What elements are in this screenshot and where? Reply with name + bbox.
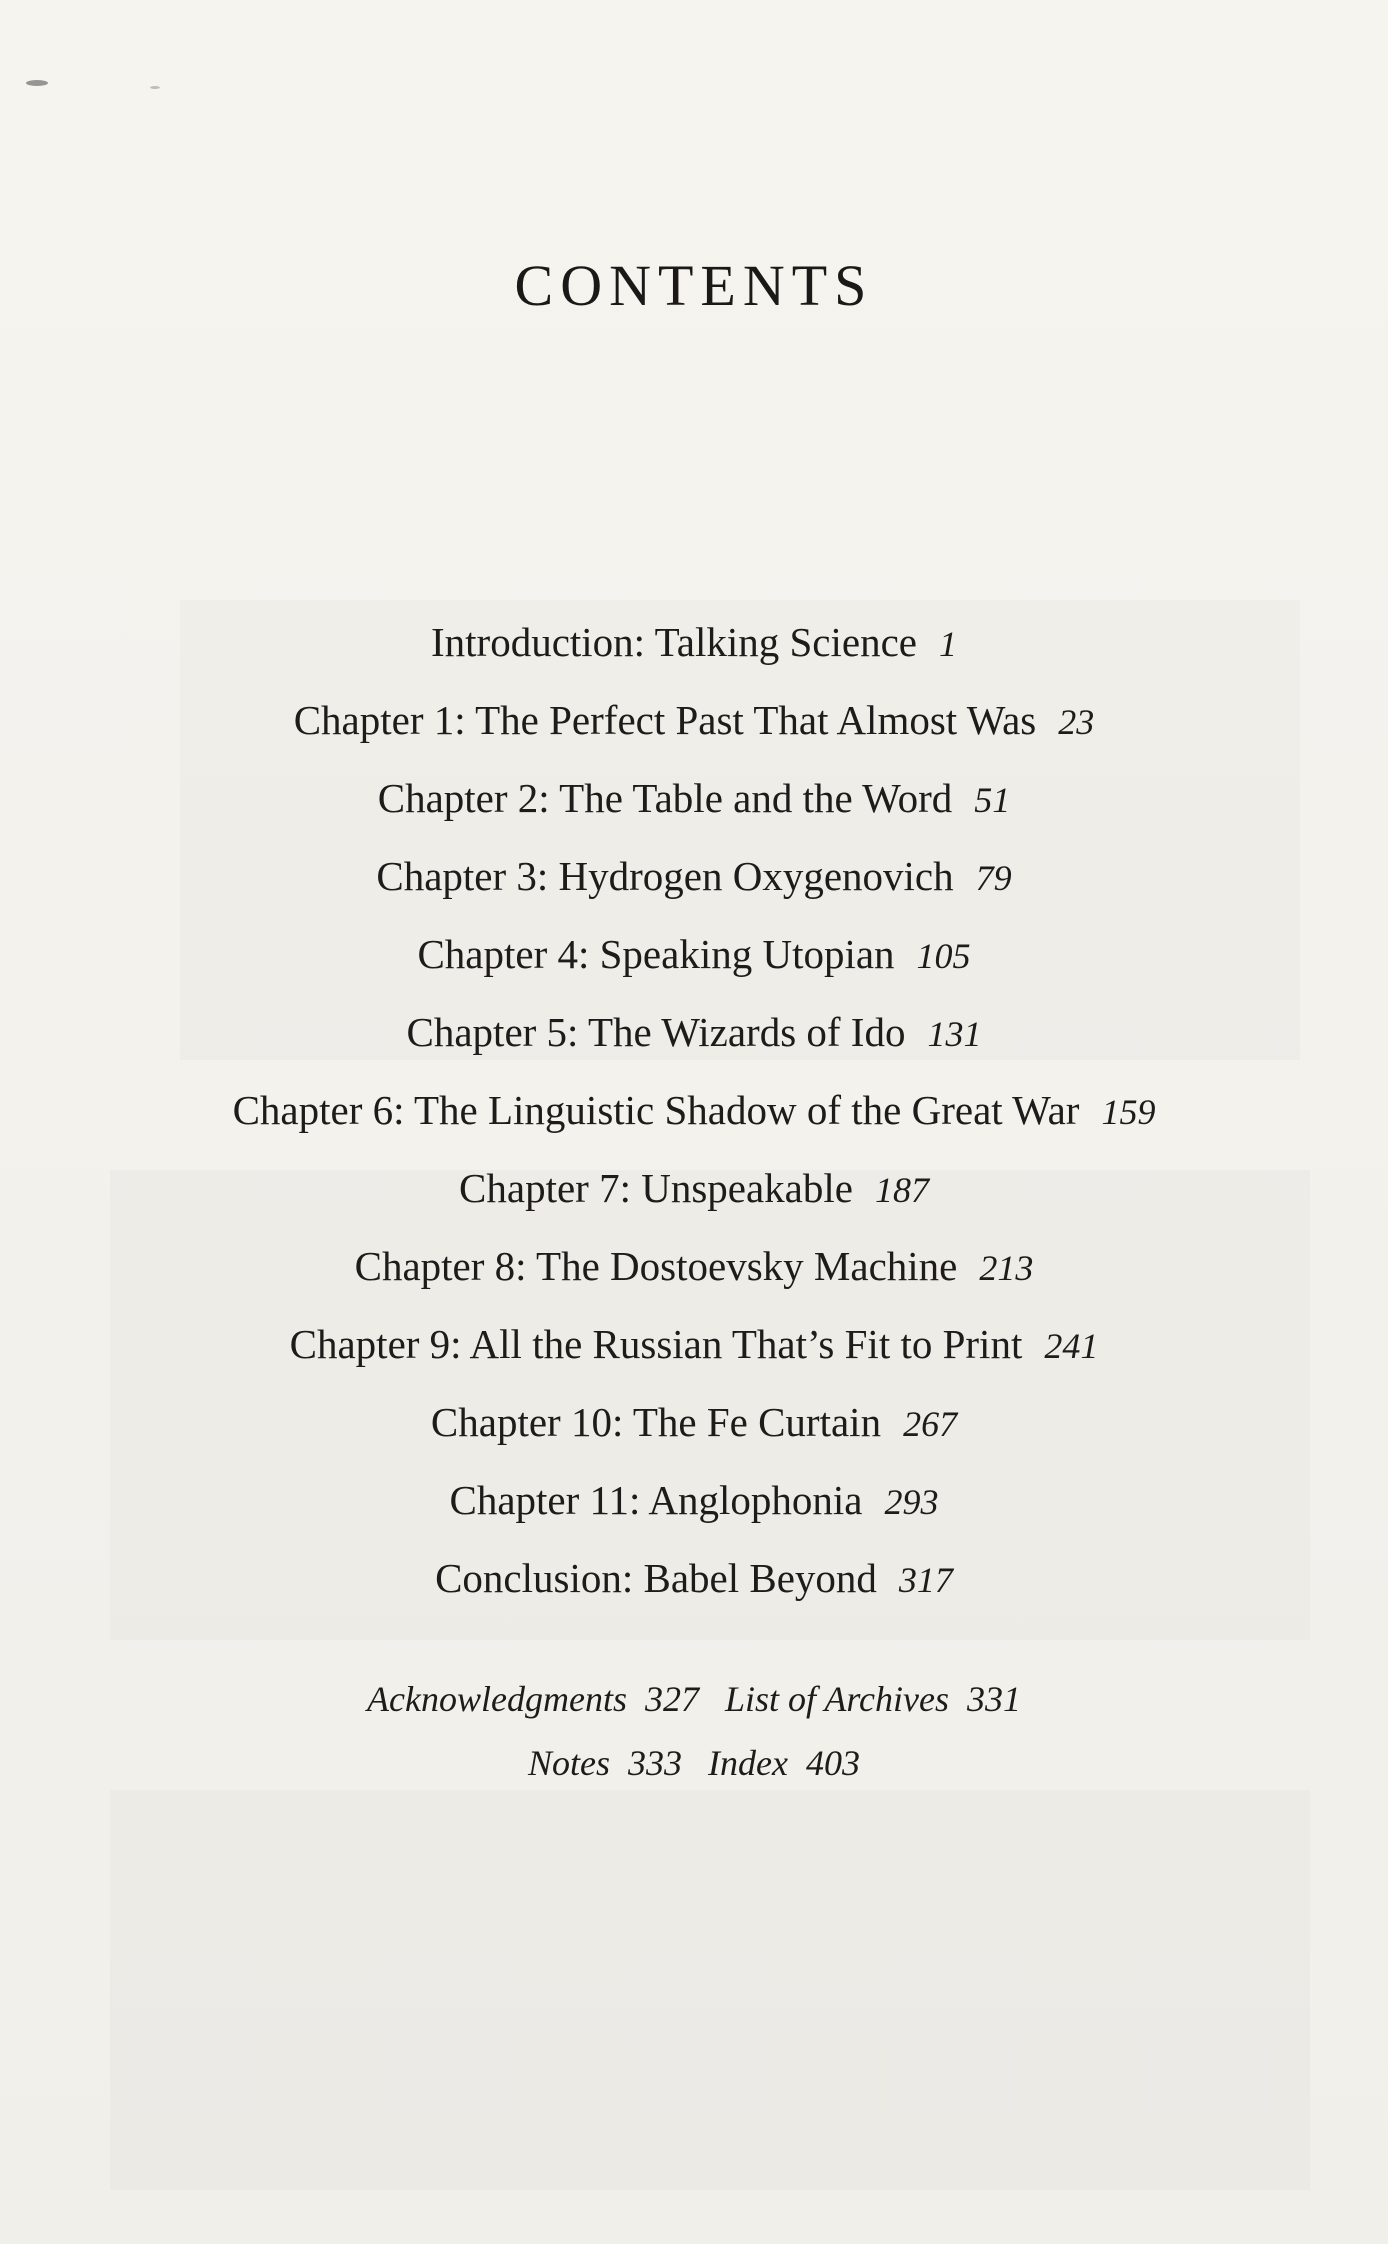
page-title: CONTENTS <box>514 253 874 318</box>
toc-entry <box>0 1314 1388 1392</box>
toc-entry-label: Chapter 11: Anglophonia <box>449 1477 863 1523</box>
toc-entry-page: 159 <box>1101 1092 1156 1132</box>
toc-entry-label: Chapter 7: Unspeakable <box>459 1165 853 1211</box>
toc-entry <box>0 1548 1388 1626</box>
toc-entry <box>0 1080 1388 1158</box>
toc-entry <box>0 612 1388 690</box>
back-matter-entry <box>725 1678 1021 1720</box>
toc-entry-page: 79 <box>975 858 1012 898</box>
toc-entry-page: 241 <box>1044 1326 1099 1366</box>
back-matter-entry <box>367 1678 699 1720</box>
toc-entry-page: 105 <box>916 936 971 976</box>
toc-entry-page: 187 <box>874 1170 929 1210</box>
back-matter-label: Index <box>708 1743 788 1783</box>
toc-entry-label: Chapter 6: The Linguistic Shadow of the Great War <box>232 1087 1080 1133</box>
toc-entry <box>0 690 1388 768</box>
toc-entry-label: Chapter 10: The Fe Curtain <box>430 1399 882 1445</box>
print-speck <box>150 86 160 89</box>
toc-entry-page: 1 <box>938 624 957 664</box>
ghost-text-block <box>110 1790 1310 2190</box>
toc-entry-page: 131 <box>927 1014 982 1054</box>
back-matter-page: 331 <box>966 1679 1021 1719</box>
toc-entry-label: Chapter 5: The Wizards of Ido <box>406 1009 906 1055</box>
toc-entry-label: Introduction: Talking Science <box>431 619 917 665</box>
toc-entry-label: Conclusion: Babel Beyond <box>435 1555 877 1601</box>
print-speck <box>26 80 48 86</box>
back-matter-entry <box>528 1742 682 1784</box>
back-matter-line <box>0 1742 1388 1784</box>
back-matter-label: Notes <box>528 1743 611 1783</box>
toc-entry <box>0 1392 1388 1470</box>
toc-entry-label: Chapter 8: The Dostoevsky Machine <box>354 1243 958 1289</box>
back-matter-label: List of Archives <box>724 1679 949 1719</box>
toc-entry-label: Chapter 9: All the Russian That’s Fit to Print <box>289 1321 1023 1367</box>
table-of-contents <box>0 612 1388 1626</box>
toc-entry-page: 267 <box>903 1404 958 1444</box>
toc-entry-page: 51 <box>974 780 1011 820</box>
toc-entry <box>0 1236 1388 1314</box>
toc-entry-page: 23 <box>1058 702 1095 742</box>
toc-entry <box>0 924 1388 1002</box>
toc-entry <box>0 846 1388 924</box>
back-matter-entry <box>708 1742 860 1784</box>
toc-entry-page: 317 <box>898 1560 953 1600</box>
toc-entry-page: 213 <box>979 1248 1034 1288</box>
back-matter-line <box>0 1678 1388 1720</box>
back-matter-page: 403 <box>805 1743 860 1783</box>
back-matter-label: Acknowledgments <box>367 1679 627 1719</box>
toc-entry-label: Chapter 4: Speaking Utopian <box>417 931 895 977</box>
toc-entry-label: Chapter 1: The Perfect Past That Almost Was <box>293 697 1037 743</box>
toc-entry-label: Chapter 3: Hydrogen Oxygenovich <box>376 853 954 899</box>
toc-entry-label: Chapter 2: The Table and the Word <box>377 775 953 821</box>
toc-entry <box>0 1158 1388 1236</box>
toc-entry <box>0 1002 1388 1080</box>
back-matter-page: 333 <box>628 1743 683 1783</box>
toc-entry <box>0 1470 1388 1548</box>
back-matter-page: 327 <box>644 1679 699 1719</box>
toc-entry <box>0 768 1388 846</box>
toc-entry-page: 293 <box>884 1482 939 1522</box>
